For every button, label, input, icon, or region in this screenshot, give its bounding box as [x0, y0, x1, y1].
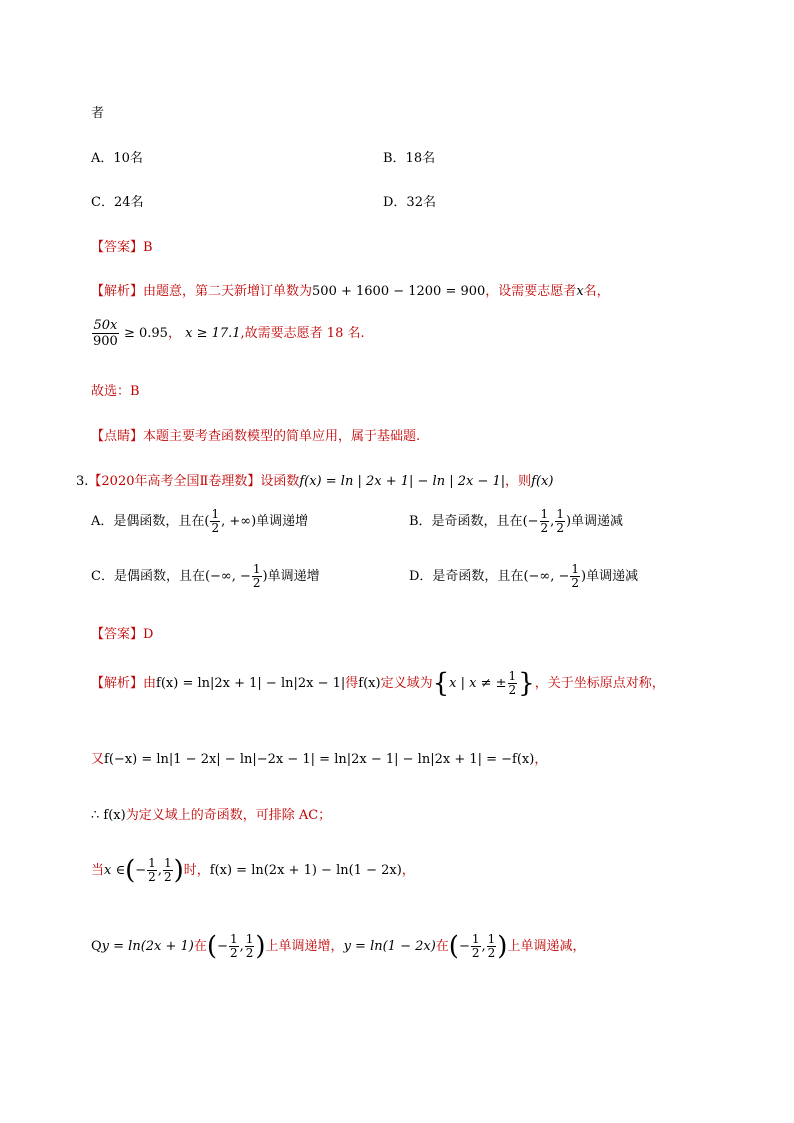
fraction: $\frac{50x}{900}$ [93, 318, 118, 349]
option-b: B．18名 [383, 151, 436, 166]
question-source: 【2020年高考全国Ⅱ卷理数】 [88, 474, 261, 489]
analysis-1-line1: 【解析】由题意，第二天新增订单数为500 + 1600 − 1200 = 900，设需要志愿者x名， [91, 284, 610, 299]
analysis-2-line2: 又f(−x) = ln|1 − 2x| − ln|−2x − 1| = ln|2x − 1| − ln|2x + 1| = −f(x)， [91, 752, 548, 767]
fraction: $\frac{1}{2}$ [471, 932, 480, 960]
analysis-1-line2: $\frac{50x}{900}$ ≥ 0.95， x ≥ 17.1,故需要志愿者 18 名. [93, 318, 365, 349]
continued-text: 者 [91, 106, 105, 121]
fraction: $\frac{1}{2}$ [163, 856, 172, 884]
answer-tag: 【答案】 [91, 240, 144, 255]
analysis-2-line1: 【解析】由f(x) = ln|2x + 1| − ln|2x − 1|得f(x)定义域为{x | x ≠ ± $\frac{1}{2}$ }，关于坐标原点对称， [91, 668, 665, 699]
key-point: 【点睛】本题主要考查函数模型的简单应用，属于基础题. [91, 429, 421, 444]
q3-option-d: D．是奇函数，且在(−∞, − $\frac{1}{2}$ )单调递减 [409, 562, 639, 590]
fraction: $\frac{1}{2}$ [556, 507, 564, 535]
analysis-tag: 【解析】 [91, 676, 144, 691]
choice-statement: 故选：B [91, 384, 140, 399]
option-a: A．10名 [91, 151, 143, 166]
fraction: $\frac{1}{2}$ [487, 932, 496, 960]
fraction: $\frac{1}{2}$ [508, 669, 517, 697]
analysis-tag: 【解析】 [91, 284, 144, 299]
fraction: $\frac{1}{2}$ [148, 856, 156, 884]
answer-2: 【答案】D [91, 627, 154, 642]
answer-1: 【答案】B [91, 240, 153, 255]
fraction: $\frac{1}{2}$ [211, 507, 220, 535]
option-c: C．24名 [91, 195, 144, 210]
q3-option-c: C．是偶函数，且在(−∞, − $\frac{1}{2}$ )单调递增 [91, 562, 320, 590]
fraction: $\frac{1}{2}$ [571, 562, 580, 590]
fraction: $\frac{1}{2}$ [252, 562, 261, 590]
analysis-2-line5: Qy = ln(2x + 1)在(− $\frac{1}{2}$ , $\frac{1}{2}$ )上单调递增，y = ln(1 − 2x)在(− $\frac{1}{2}$ , $\frac{1}{2}$ )上单调递减， [91, 931, 586, 962]
question-3: 3.【2020年高考全国Ⅱ卷理数】设函数f(x) = ln | 2x + 1| − ln | 2x − 1|，则f(x) [76, 474, 554, 489]
fraction: $\frac{1}{2}$ [229, 932, 238, 960]
analysis-2-line3: ∴ f(x)为定义域上的奇函数，可排除 AC； [91, 808, 332, 823]
fraction: $\frac{1}{2}$ [245, 932, 254, 960]
key-point-tag: 【点睛】 [91, 429, 144, 444]
option-d: D．32名 [383, 195, 436, 210]
answer-tag: 【答案】 [91, 627, 144, 642]
fraction: $\frac{1}{2}$ [540, 507, 549, 535]
q3-option-b: B．是奇函数，且在(− $\frac{1}{2}$ , $\frac{1}{2}$ )单调递减 [409, 507, 624, 535]
analysis-2-line4: 当x ∈(− $\frac{1}{2}$ , $\frac{1}{2}$ )时，f(x) = ln(2x + 1) − ln(1 − 2x)， [91, 855, 415, 886]
q3-option-a: A．是偶函数，且在( $\frac{1}{2}$ , +∞)单调递增 [91, 507, 309, 535]
